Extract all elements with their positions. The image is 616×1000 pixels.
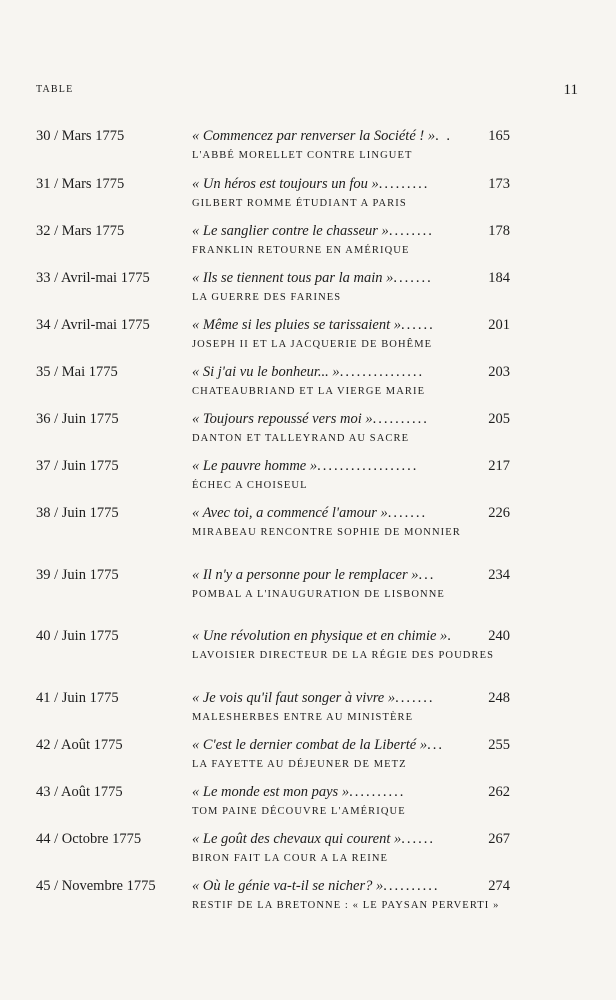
chapter-date: 34 / Avril-mai 1775 [36,317,150,333]
chapter-page-number: 248 [488,690,510,706]
chapter-title-line [192,784,472,804]
chapter-title-line [192,364,472,384]
chapter-page-number: 205 [488,411,510,427]
chapter-title-line [192,628,472,648]
page-header [36,82,578,102]
chapter-quote: « Avec toi, a commencé l'amour » [192,505,388,521]
dot-leader: .......... [383,878,440,894]
chapter-page-number: 173 [488,176,510,192]
chapter-subtitle: MALESHERBES ENTRE AU MINISTÈRE [192,712,414,723]
chapter-quote: « Je vois qu'il faut songer à vivre » [192,690,396,706]
chapter-quote: « Il n'y a personne pour le remplacer » [192,567,419,583]
chapter-date: 36 / Juin 1775 [36,411,119,427]
dot-leader: ....... [387,505,428,521]
chapter-subtitle: BIRON FAIT LA COUR A LA REINE [192,853,389,864]
chapter-quote: « C'est le dernier combat de la Liberté » [192,737,428,753]
chapter-page-number: 255 [488,737,510,753]
dot-leader: ... [427,737,444,753]
chapter-page-number: 234 [488,567,510,583]
chapter-subtitle: DANTON ET TALLEYRAND AU SACRE [192,433,410,444]
chapter-subtitle: L'ABBÉ MORELLET CONTRE LINGUET [192,150,413,161]
page-number: 11 [563,82,578,98]
chapter-quote: « Commencez par renverser la Société ! » [192,128,436,144]
chapter-title-line [192,878,472,898]
chapter-subtitle: RESTIF DE LA BRETONNE : « LE PAYSAN PERVERTI » [192,900,500,911]
chapter-quote: « Le pauvre homme » [192,458,318,474]
chapter-subtitle: POMBAL A L'INAUGURATION DE LISBONNE [192,589,445,600]
dot-leader: ....... [393,270,433,286]
dot-leader: ........ [388,223,434,239]
chapter-title-line [192,176,472,196]
chapter-date: 44 / Octobre 1775 [36,831,142,847]
chapter-subtitle: LAVOISIER DIRECTEUR DE LA RÉGIE DES POUDRES [192,650,495,661]
chapter-quote: « Ils se tiennent tous par la main » [192,270,394,286]
dot-leader: . . [435,128,452,144]
chapter-title-line [192,458,472,478]
chapter-subtitle: ÉCHEC A CHOISEUL [192,480,308,491]
chapter-title-line [192,223,472,243]
dot-leader: .................. [317,458,419,474]
chapter-quote: « Si j'ai vu le bonheur... » [192,364,340,380]
chapter-title-line [192,317,472,337]
chapter-page-number: 178 [488,223,510,239]
chapter-subtitle: LA FAYETTE AU DÉJEUNER DE METZ [192,759,407,770]
chapter-title-line [192,505,472,525]
chapter-subtitle: LA GUERRE DES FARINES [192,292,342,303]
chapter-subtitle: MIRABEAU RENCONTRE SOPHIE DE MONNIER [192,527,461,538]
dot-leader: ......... [378,176,430,192]
chapter-title-line [192,567,472,587]
chapter-quote: « Le sanglier contre le chasseur » [192,223,389,239]
chapter-subtitle: CHATEAUBRIAND ET LA VIERGE MARIE [192,386,426,397]
chapter-page-number: 240 [488,628,510,644]
chapter-page-number: 267 [488,831,510,847]
chapter-date: 32 / Mars 1775 [36,223,125,239]
chapter-page-number: 226 [488,505,510,521]
chapter-date: 30 / Mars 1775 [36,128,125,144]
dot-leader: ...... [401,317,435,333]
dot-leader: ............... [339,364,425,380]
chapter-page-number: 184 [488,270,510,286]
dot-leader: ...... [401,831,436,847]
chapter-page-number: 165 [488,128,510,144]
chapter-page-number: 201 [488,317,510,333]
chapter-title-line [192,690,472,710]
chapter-quote: « Une révolution en physique et en chimie » [192,628,448,644]
chapter-date: 35 / Mai 1775 [36,364,118,380]
dot-leader: .......... [372,411,429,427]
dot-leader: ... [418,567,436,583]
chapter-subtitle: TOM PAINE DÉCOUVRE L'AMÉRIQUE [192,806,406,817]
chapter-date: 31 / Mars 1775 [36,176,125,192]
chapter-page-number: 262 [488,784,510,800]
chapter-date: 41 / Juin 1775 [36,690,119,706]
chapter-quote: « Toujours repoussé vers moi » [192,411,373,427]
chapter-date: 40 / Juin 1775 [36,628,119,644]
chapter-date: 38 / Juin 1775 [36,505,119,521]
chapter-date: 45 / Novembre 1775 [36,878,156,894]
chapter-subtitle: FRANKLIN RETOURNE EN AMÉRIQUE [192,245,410,256]
chapter-title-line [192,411,472,431]
chapter-date: 42 / Août 1775 [36,737,123,753]
chapter-title-line [192,128,472,148]
chapter-title-line [192,831,472,851]
chapter-title-line [192,270,472,290]
dot-leader: .......... [349,784,406,800]
chapter-quote: « Même si les pluies se tarissaient » [192,317,402,333]
chapter-quote: « Où le génie va-t-il se nicher? » [192,878,384,894]
chapter-page-number: 274 [488,878,510,894]
chapter-page-number: 203 [488,364,510,380]
chapter-date: 39 / Juin 1775 [36,567,119,583]
chapter-subtitle: JOSEPH II ET LA JACQUERIE DE BOHÊME [192,339,433,350]
chapter-page-number: 217 [488,458,510,474]
dot-leader: ....... [395,690,435,706]
chapter-title-line [192,737,472,757]
chapter-date: 37 / Juin 1775 [36,458,119,474]
chapter-date: 33 / Avril-mai 1775 [36,270,150,286]
chapter-subtitle: GILBERT ROMME ÉTUDIANT A PARIS [192,198,407,209]
chapter-quote: « Un héros est toujours un fou » [192,176,379,192]
chapter-date: 43 / Août 1775 [36,784,123,800]
chapter-quote: « Le monde est mon pays » [192,784,350,800]
dot-leader: . [447,628,453,644]
chapter-quote: « Le goût des chevaux qui courent » [192,831,402,847]
running-head: TABLE [36,84,74,95]
